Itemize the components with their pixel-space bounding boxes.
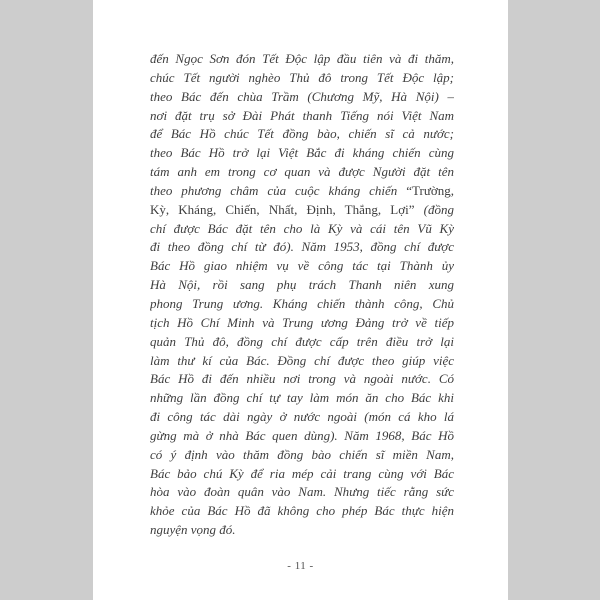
text-segment-italic: nơi đặt trụ sở Đài Phát thanh Tiếng nói Việt Nam [150,107,454,123]
text-segment-italic: gừng mà ở nhà Bác quen dùng). Năm 1968, Bác Hồ [150,427,454,443]
text-line [150,257,454,276]
text-segment-roman: Kỳ, Kháng, Chiến, Nhất, Định, Thắng, Lợi” [150,201,415,217]
text-line [150,465,454,484]
text-segment-italic: phong Trung ương. Kháng chiến thành công, Chủ [150,295,454,311]
text-segment-italic: Bác Hồ đi đến nhiều nơi trong và ngoài nước. Có [150,371,454,387]
text-segment-italic: hòa vào đoàn quân vào Nam. Nhưng tiếc rằng sức [150,484,454,500]
text-line [150,220,454,239]
text-segment-italic: đi công tác dài ngày ở nước ngoài (món cá kho lá [150,409,454,425]
text-segment-roman: “Trường, [406,182,454,198]
text-line [150,314,454,333]
text-segment-italic: theo Bác đến chùa Trầm (Chương Mỹ, Hà Nội) – [150,88,454,104]
text-line [150,389,454,408]
text-line [150,483,454,502]
text-segment-italic: theo Bác Hồ trở lại Việt Bắc đi kháng chiến cùng [150,145,454,161]
text-line [150,201,454,220]
text-segment-italic: chúc Tết người nghèo Thủ đô trong Tết Độc lập; [150,69,454,85]
text-line [150,163,454,182]
text-line [150,502,454,521]
text-line [150,521,454,540]
text-segment-italic: để Bác Hồ chúc Tết đồng bào, chiến sĩ cả nước; [150,126,454,142]
text-line [150,144,454,163]
page-text-block [150,50,454,540]
text-segment-italic: chí được Bác đặt tên cho là Kỳ và cái tên Vũ Kỳ [150,220,454,236]
text-segment-italic: làm thư kí của Bác. Đồng chí được theo giúp việc [150,352,454,368]
text-line [150,88,454,107]
text-segment-italic: có ý định vào thăm đồng bào chiến sĩ miền Nam, [150,446,454,462]
text-line [150,352,454,371]
text-segment-italic: (đồng [414,201,454,217]
text-segment-italic: đi theo đồng chí từ đó). Năm 1953, đồng chí được [150,239,454,255]
text-segment-italic: theo phương châm của cuộc kháng chiến [150,182,407,198]
text-line [150,107,454,126]
text-line [150,370,454,389]
text-line [150,276,454,295]
text-segment-italic: tám anh em trong cơ quan và được Người đặt tên [150,164,454,180]
text-line [150,50,454,69]
book-page [93,0,508,600]
text-segment-italic: khỏe của Bác Hồ đã không cho phép Bác thực hiện [150,503,454,519]
text-line [150,295,454,314]
text-segment-italic: những lần đồng chí tự tay làm món ăn cho Bác khi [150,390,454,406]
text-line [150,182,454,201]
text-segment-italic: Bác Hồ giao nhiệm vụ về công tác tại Thành ủy [150,258,454,274]
text-segment-italic: Hà Nội, rồi sang phụ trách Thanh niên xung [150,277,454,293]
text-line [150,69,454,88]
page-number: - 11 - [287,560,314,572]
text-segment-italic: đến Ngọc Sơn đón Tết Độc lập đầu tiên và đi thăm, [150,51,454,66]
text-line [150,238,454,257]
text-line [150,408,454,427]
text-line [150,333,454,352]
text-segment-italic: tịch Hồ Chí Minh và Trung ương Đảng trở về tiếp [150,314,454,330]
text-line [150,427,454,446]
text-segment-italic: quản Thủ đô, đồng chí được cấp trên điều trở lại [150,333,454,349]
text-segment-italic: nguyện vọng đó. [150,522,236,538]
text-segment-italic: Bác bảo chú Kỳ để ria mép cải trang cùng với Bác [150,465,454,481]
text-line [150,446,454,465]
text-line [150,125,454,144]
